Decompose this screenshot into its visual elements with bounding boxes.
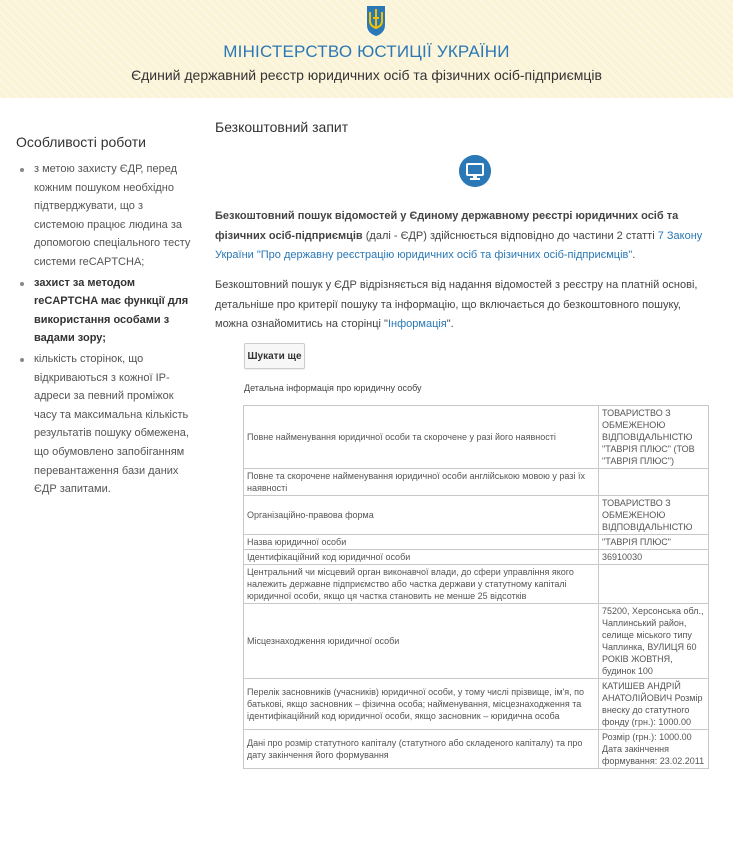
- table-row: [244, 550, 709, 565]
- details-table: [243, 405, 709, 769]
- intro-bold: Безкоштовний пошук відомостей у Єдиному державному реєстрі юридичних осіб та фізичних осіб-підприємців: [215, 210, 679, 242]
- list-item: [34, 274, 194, 348]
- table-row: [244, 604, 709, 679]
- registry-subtitle: Єдиний державний реєстр юридичних осіб та фізичних осіб-підприємців: [131, 67, 602, 83]
- info-paragraph: [215, 276, 715, 335]
- field-value: ТОВАРИСТВО З ОБМЕЖЕНОЮ ВІДПОВІДАЛЬНІСТЮ: [599, 496, 709, 535]
- site-header: [0, 0, 733, 98]
- features-list: [16, 160, 194, 499]
- table-row: [244, 565, 709, 604]
- page-title: Безкоштовний запит: [215, 119, 349, 135]
- field-value: "ТАВРІЯ ПЛЮС": [599, 535, 709, 550]
- details-title: Детальна інформація про юридичну особу: [244, 383, 422, 393]
- field-value: Розмір (грн.): 1000.00 Дата закінчення формування: 23.02.2011: [599, 730, 709, 769]
- info-end: ".: [446, 318, 454, 330]
- law-link[interactable]: 7 Закону України "Про державну реєстрацію юридичних осіб та фізичних осіб-підприємців": [215, 229, 703, 261]
- field-label: Ідентифікаційний код юридичної особи: [244, 550, 599, 565]
- list-item: кількість сторінок, що відкриваються з кожної IP-адреси за певний проміжок часу та максимальна кількість результатів пошуку обмежена, що обумовлено запобіганням перевантаження бази даних ЄДР запитами.: [34, 350, 194, 499]
- info-text: Безкоштовний пошук у ЄДР відрізняється від надання відомостей з реєстру на платній основі, детальніше про критерії пошуку та інформацію, що включається до безкоштовного пошуку, можна ознайомитись на сторінці ": [215, 279, 698, 330]
- field-label: Дані про розмір статутного капіталу (статутного або складеного капіталу) та про дату закінчення його формування: [244, 730, 599, 769]
- list-item: з метою захисту ЄДР, перед кожним пошуком необхідно підтверджувати, що з системою працює людина за допомогою спеціального тесту системи reCAPTCHA;: [34, 160, 194, 272]
- table-row: [244, 679, 709, 730]
- field-value: [599, 565, 709, 604]
- field-value: ТОВАРИСТВО З ОБМЕЖЕНОЮ ВІДПОВІДАЛЬНІСТЮ "ТАВРІЯ ПЛЮС" (ТОВ "ТАВРІЯ ПЛЮС"): [599, 406, 709, 469]
- field-value: КАТИШЕВ АНДРІЙ АНАТОЛІЙОВИЧ Розмір внеску до статутного фонду (грн.): 1000.00: [599, 679, 709, 730]
- field-label: Перелік засновників (учасників) юридичної особи, у тому числі прізвище, ім'я, по батькові, якщо засновник – фізична особа; найменування, місцезнаходження та ідентифікаційний код юридичної особи, якщо засновник – юридична особа: [244, 679, 599, 730]
- field-label: Організаційно-правова форма: [244, 496, 599, 535]
- field-label: Місцезнаходження юридичної особи: [244, 604, 599, 679]
- computer-monitor-icon: [459, 155, 491, 187]
- table-row: [244, 730, 709, 769]
- list-item-bold: захист за методом reCAPTCHA має функції для використання особами з вадами зору;: [34, 276, 189, 345]
- info-link[interactable]: Інформація: [387, 318, 447, 330]
- table-row: [244, 535, 709, 550]
- sidebar-title: Особливості роботи: [16, 134, 146, 150]
- search-again-button[interactable]: Шукати ще: [244, 343, 305, 369]
- field-value: [599, 469, 709, 496]
- field-label: Назва юридичної особи: [244, 535, 599, 550]
- table-row: [244, 406, 709, 469]
- intro-text: (далі - ЄДР) здійснюється відповідно до частини 2 статті: [362, 229, 658, 242]
- field-label: Повне найменування юридичної особи та скорочене у разі його наявності: [244, 406, 599, 469]
- table-row: [244, 469, 709, 496]
- intro-end: .: [632, 249, 636, 261]
- field-label: Повне та скорочене найменування юридичної особи англійською мовою у разі їх наявності: [244, 469, 599, 496]
- field-value: 36910030: [599, 550, 709, 565]
- field-label: Центральний чи місцевий орган виконавчої влади, до сфери управління якого належить державне підприємство або частка держави у статутному капіталі юридичної особи, якщо ця частка становить не менше 25 відсотків: [244, 565, 599, 604]
- sidebar: [16, 134, 194, 501]
- main-content: [215, 119, 720, 330]
- table-row: [244, 496, 709, 535]
- intro-paragraph: [215, 207, 715, 266]
- field-value: 75200, Херсонська обл., Чаплинський район, селище міського типу Чаплинка, ВУЛИЦЯ 60 РОКІВ ЖОВТНЯ, будинок 100: [599, 604, 709, 679]
- ministry-title: МІНІСТЕРСТВО ЮСТИЦІЇ УКРАЇНИ: [223, 42, 510, 61]
- trident-emblem-icon: [364, 4, 388, 38]
